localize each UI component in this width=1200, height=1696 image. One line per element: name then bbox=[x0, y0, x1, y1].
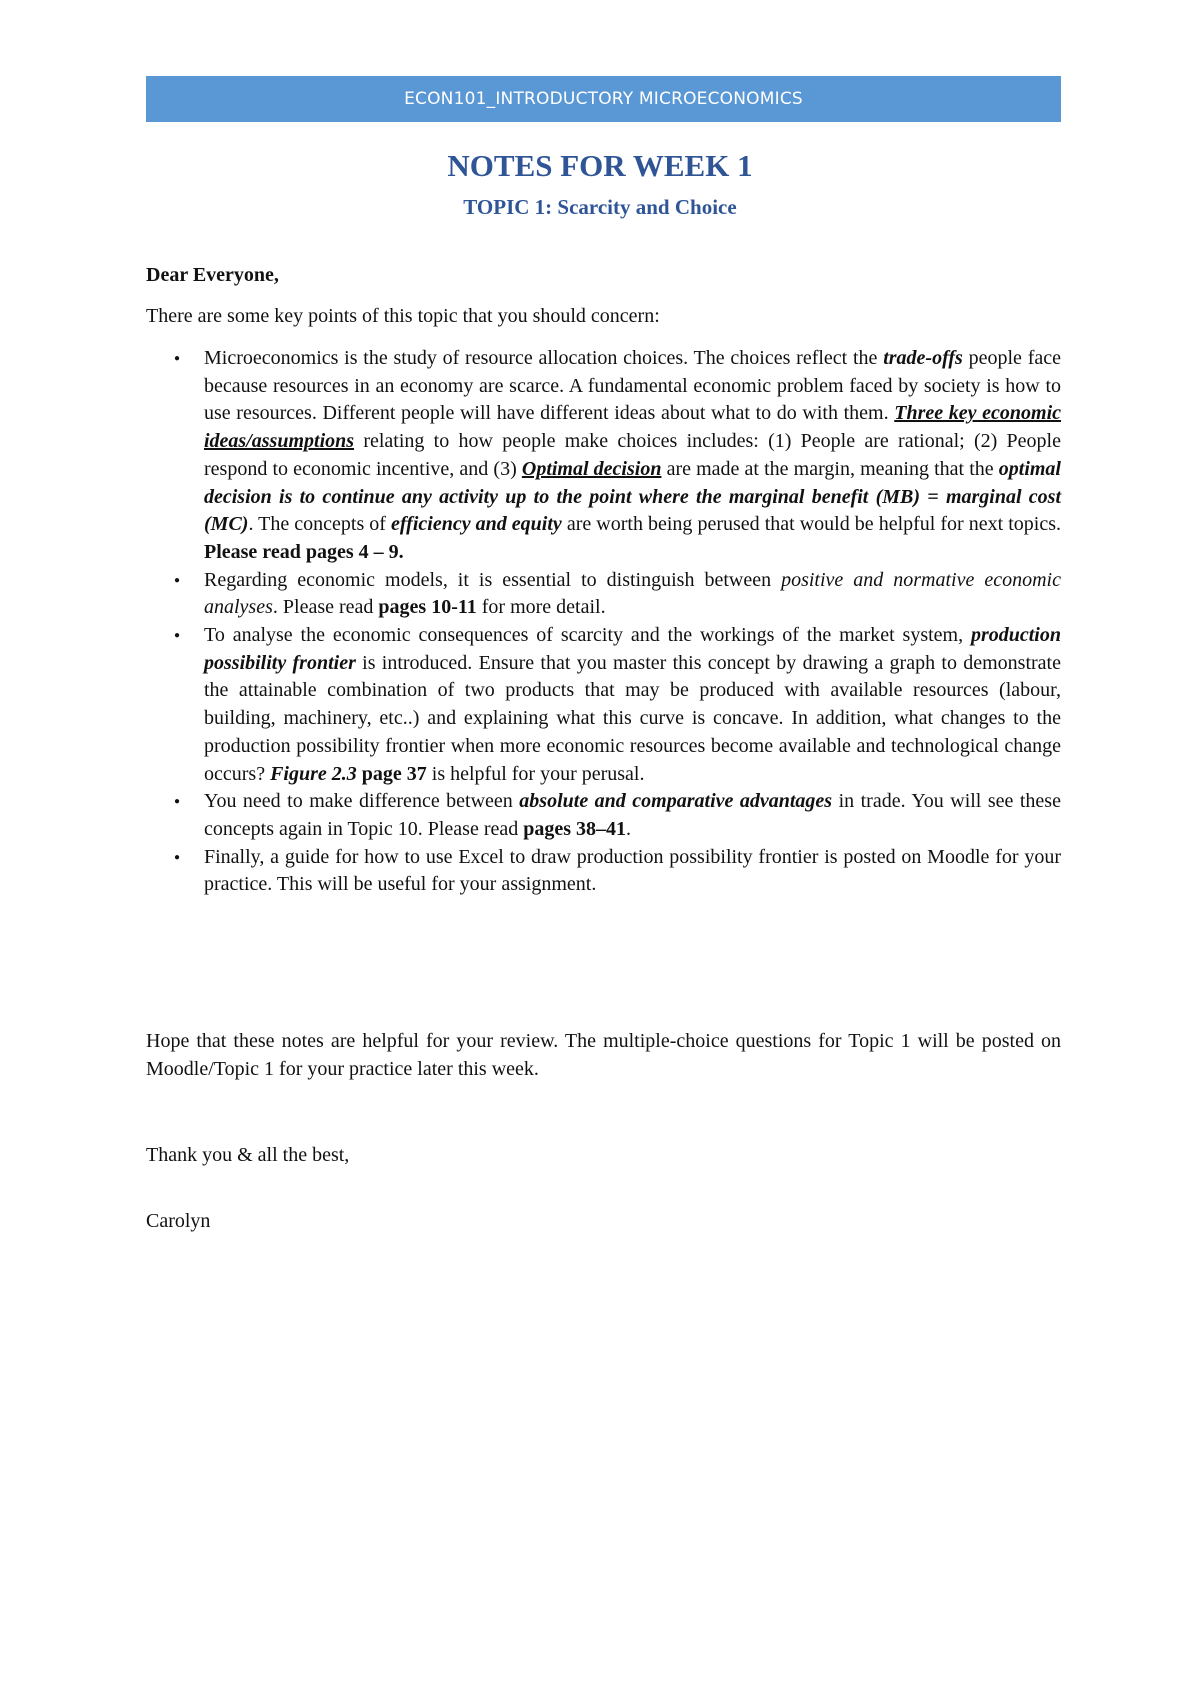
text-run: in trade. You will see these concepts again in Topic 10. Please read bbox=[204, 790, 1061, 840]
list-item bbox=[204, 788, 1061, 843]
greeting: Dear Everyone, bbox=[146, 264, 279, 286]
list-item bbox=[204, 567, 1061, 622]
text-run: people face because resources in an economy are scarce. A fundamental economic problem faced by society is how to use resources. Different people will have different ideas about what to do with them. bbox=[204, 347, 1061, 425]
text-run: positive and normative economic analyses bbox=[204, 568, 1061, 619]
text-run: optimal decision is to continue any activity up to the point where the marginal benefit (MB) = marginal cost (MC) bbox=[204, 457, 1061, 536]
text-run: are made at the margin, meaning that the bbox=[661, 457, 999, 480]
text-run: Regarding economic models, it is essential to distinguish between bbox=[204, 568, 782, 591]
closing-paragraph: Hope that these notes are helpful for your review. The multiple-choice questions for Topic 1 will be posted on Moodle/Topic 1 for your practice later this week. bbox=[146, 1030, 1061, 1080]
list-item bbox=[204, 345, 1061, 567]
text-run: Finally, a guide for how to use Excel to draw production possibility frontier is posted on Moodle for your practice. This will be useful for your assignment. bbox=[204, 845, 1061, 896]
text-run: Three key economic ideas/assumptions bbox=[204, 402, 1062, 453]
course-banner: ECON101_INTRODUCTORY MICROECONOMICS bbox=[146, 76, 1061, 122]
text-run: . Please read bbox=[272, 596, 379, 619]
sign-off: Thank you & all the best, bbox=[146, 1144, 350, 1166]
text-run: absolute and comparative advantages bbox=[519, 790, 833, 813]
text-run: relating to how people make choices includes: (1) People are rational; (2) People respond to economic incentive, and (3) bbox=[204, 430, 1061, 480]
text-run: pages 10-11 bbox=[378, 596, 477, 619]
key-points-list bbox=[146, 345, 1061, 899]
page-subtitle: TOPIC 1: Scarcity and Choice bbox=[463, 195, 737, 219]
text-run: Figure 2.3 bbox=[270, 762, 357, 785]
text-run: To analyse the economic consequences of scarcity and the workings of the market system, bbox=[204, 624, 971, 647]
text-run: is helpful for your perusal. bbox=[426, 762, 645, 785]
list-item bbox=[204, 844, 1061, 899]
list-item bbox=[204, 622, 1061, 788]
signature: Carolyn bbox=[146, 1210, 211, 1232]
text-run: Please read pages 4 – 9. bbox=[204, 540, 404, 563]
text-run: trade-offs bbox=[883, 347, 963, 369]
text-run: efficiency and equity bbox=[391, 513, 562, 536]
text-run: production possibility frontier bbox=[204, 624, 1061, 674]
text-run: page 37 bbox=[361, 762, 427, 785]
text-run: . The concepts of bbox=[248, 513, 391, 536]
text-run: pages 38–41 bbox=[523, 817, 627, 840]
text-run: is introduced. Ensure that you master this concept by drawing a graph to demonstrate the attainable combination of two products that may be produced with available resources (labour, building, machinery, etc..) and explaining what this curve is concave. In addition, what changes to the production possibility frontier when more economic resources become available and technological change occurs? bbox=[204, 651, 1061, 785]
text-run: You need to make difference between bbox=[204, 790, 520, 813]
page-title: NOTES FOR WEEK 1 bbox=[447, 148, 753, 183]
text-run: Microeconomics is the study of resource allocation choices. The choices reflect the bbox=[204, 347, 884, 369]
text-run: for more detail. bbox=[476, 596, 606, 619]
text-run: Optimal decision bbox=[521, 457, 662, 480]
text-run: are worth being perused that would be helpful for next topics. bbox=[561, 513, 1061, 536]
text-run: . bbox=[626, 817, 632, 840]
intro-text: There are some key points of this topic that you should concern: bbox=[146, 305, 660, 327]
